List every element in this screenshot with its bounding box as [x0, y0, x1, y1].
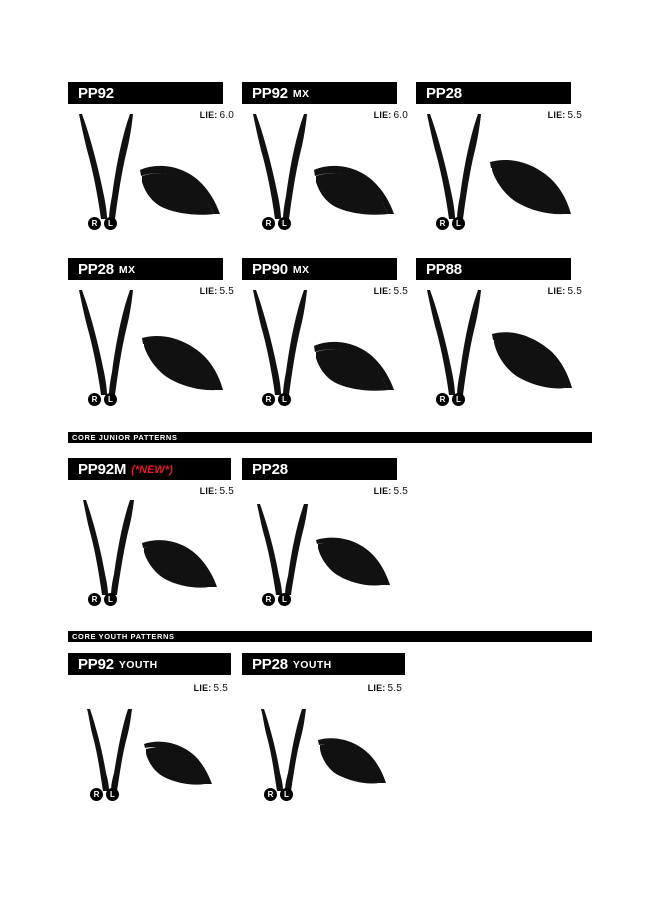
- right-hand-marker: R: [90, 788, 103, 801]
- handedness-markers: [90, 788, 119, 801]
- left-hand-marker: L: [278, 393, 291, 406]
- right-hand-marker: R: [262, 217, 275, 230]
- new-badge: (*NEW*): [131, 463, 173, 476]
- right-hand-marker: R: [436, 217, 449, 230]
- lie-value: 5.5: [393, 286, 408, 297]
- pattern-name: PP28: [252, 460, 288, 478]
- right-hand-marker: R: [436, 393, 449, 406]
- right-hand-marker: R: [88, 593, 101, 606]
- pattern-name: PP92: [78, 84, 114, 102]
- left-hand-marker: L: [452, 217, 465, 230]
- left-hand-marker: L: [104, 217, 117, 230]
- pattern-row: [68, 82, 592, 232]
- pattern-name: PP92: [252, 84, 288, 102]
- right-hand-marker: R: [262, 393, 275, 406]
- lie-value: 5.5: [567, 286, 582, 297]
- lie-value: 6.0: [393, 110, 408, 121]
- lie-label: LIE:: [199, 486, 218, 496]
- pattern-name: PP28: [78, 260, 114, 278]
- right-hand-marker: R: [264, 788, 277, 801]
- left-hand-marker: L: [104, 393, 117, 406]
- blade-diagram-svg: [242, 675, 416, 803]
- card-header: [416, 82, 571, 104]
- pattern-card-pp90-mx[interactable]: [242, 258, 416, 408]
- pattern-card-pp92-mx[interactable]: [242, 82, 416, 232]
- lie-value: 5.5: [567, 110, 582, 121]
- left-hand-marker: L: [280, 788, 293, 801]
- left-hand-marker: L: [278, 593, 291, 606]
- pattern-suffix: MX: [292, 264, 310, 276]
- lie-value: 5.5: [393, 486, 408, 497]
- blade-diagram-svg: [68, 480, 242, 608]
- lie-value: 5.5: [219, 286, 234, 297]
- lie-label: LIE:: [547, 110, 566, 120]
- left-hand-marker: L: [104, 593, 117, 606]
- pattern-name: PP28: [426, 84, 462, 102]
- blade-diagram-svg: [242, 280, 416, 408]
- pattern-row: [68, 258, 592, 408]
- blade-illustration: [242, 280, 416, 408]
- right-hand-marker: R: [88, 217, 101, 230]
- pattern-name: PP90: [252, 260, 288, 278]
- pattern-card-pp92[interactable]: [68, 82, 242, 232]
- card-header: [242, 653, 405, 675]
- handedness-markers: [436, 217, 465, 230]
- pattern-suffix: MX: [292, 88, 310, 100]
- section-bar-youth: [68, 631, 592, 642]
- section-label-junior: CORE JUNIOR PATTERNS: [68, 432, 177, 443]
- lie-value: 6.0: [219, 110, 234, 121]
- handedness-markers: [88, 217, 117, 230]
- blade-illustration: [416, 280, 590, 408]
- pattern-suffix: YOUTH: [292, 659, 332, 671]
- lie-label: LIE:: [373, 286, 392, 296]
- card-header: [242, 258, 397, 280]
- lie-value: 5.5: [387, 683, 402, 694]
- blade-illustration: [68, 280, 242, 408]
- pattern-card-pp88[interactable]: [416, 258, 590, 408]
- left-hand-marker: L: [452, 393, 465, 406]
- lie-label: LIE:: [193, 683, 212, 693]
- pattern-card-pp28-mx[interactable]: [68, 258, 242, 408]
- pattern-row: [68, 458, 592, 608]
- pattern-suffix: YOUTH: [118, 659, 158, 671]
- blade-diagram-svg: [68, 675, 242, 803]
- card-header: [68, 458, 231, 480]
- pattern-card-pp92m[interactable]: [68, 458, 242, 608]
- left-hand-marker: L: [106, 788, 119, 801]
- blade-diagram-svg: [242, 480, 416, 608]
- blade-diagram-svg: [416, 280, 590, 408]
- lie-label: LIE:: [373, 486, 392, 496]
- card-header: [68, 82, 223, 104]
- card-header: [68, 258, 223, 280]
- blade-diagram-svg: [68, 104, 242, 232]
- lie-label: LIE:: [373, 110, 392, 120]
- pattern-name: PP28: [252, 655, 288, 673]
- handedness-markers: [436, 393, 465, 406]
- section-label-youth: CORE YOUTH PATTERNS: [68, 631, 175, 642]
- blade-illustration: [416, 104, 590, 232]
- blade-illustration: [68, 480, 242, 608]
- handedness-markers: [264, 788, 293, 801]
- left-hand-marker: L: [278, 217, 291, 230]
- card-header: [416, 258, 571, 280]
- pattern-name: PP92M: [78, 460, 127, 478]
- pattern-card-pp28[interactable]: [416, 82, 590, 232]
- handedness-markers: [262, 393, 291, 406]
- blade-illustration: [68, 675, 242, 803]
- card-header: [242, 82, 397, 104]
- blade-diagram-svg: [416, 104, 590, 232]
- blade-diagram-svg: [242, 104, 416, 232]
- pattern-card-pp28-junior[interactable]: [242, 458, 416, 608]
- lie-label: LIE:: [547, 286, 566, 296]
- handedness-markers: [88, 593, 117, 606]
- blade-illustration: [242, 480, 416, 608]
- pattern-card-pp92-youth[interactable]: [68, 653, 242, 803]
- blade-illustration: [68, 104, 242, 232]
- pattern-card-pp28-youth[interactable]: [242, 653, 416, 803]
- pattern-name: PP92: [78, 655, 114, 673]
- handedness-markers: [88, 393, 117, 406]
- handedness-markers: [262, 217, 291, 230]
- blade-illustration: [242, 675, 416, 803]
- pattern-row: [68, 653, 592, 803]
- lie-label: LIE:: [199, 286, 218, 296]
- lie-value: 5.5: [219, 486, 234, 497]
- lie-value: 5.5: [213, 683, 228, 694]
- pattern-suffix: MX: [118, 264, 136, 276]
- lie-label: LIE:: [199, 110, 218, 120]
- lie-label: LIE:: [367, 683, 386, 693]
- blade-diagram-svg: [68, 280, 242, 408]
- pattern-name: PP88: [426, 260, 462, 278]
- card-header: [242, 458, 397, 480]
- right-hand-marker: R: [262, 593, 275, 606]
- right-hand-marker: R: [88, 393, 101, 406]
- blade-illustration: [242, 104, 416, 232]
- card-header: [68, 653, 231, 675]
- section-bar-junior: [68, 432, 592, 443]
- handedness-markers: [262, 593, 291, 606]
